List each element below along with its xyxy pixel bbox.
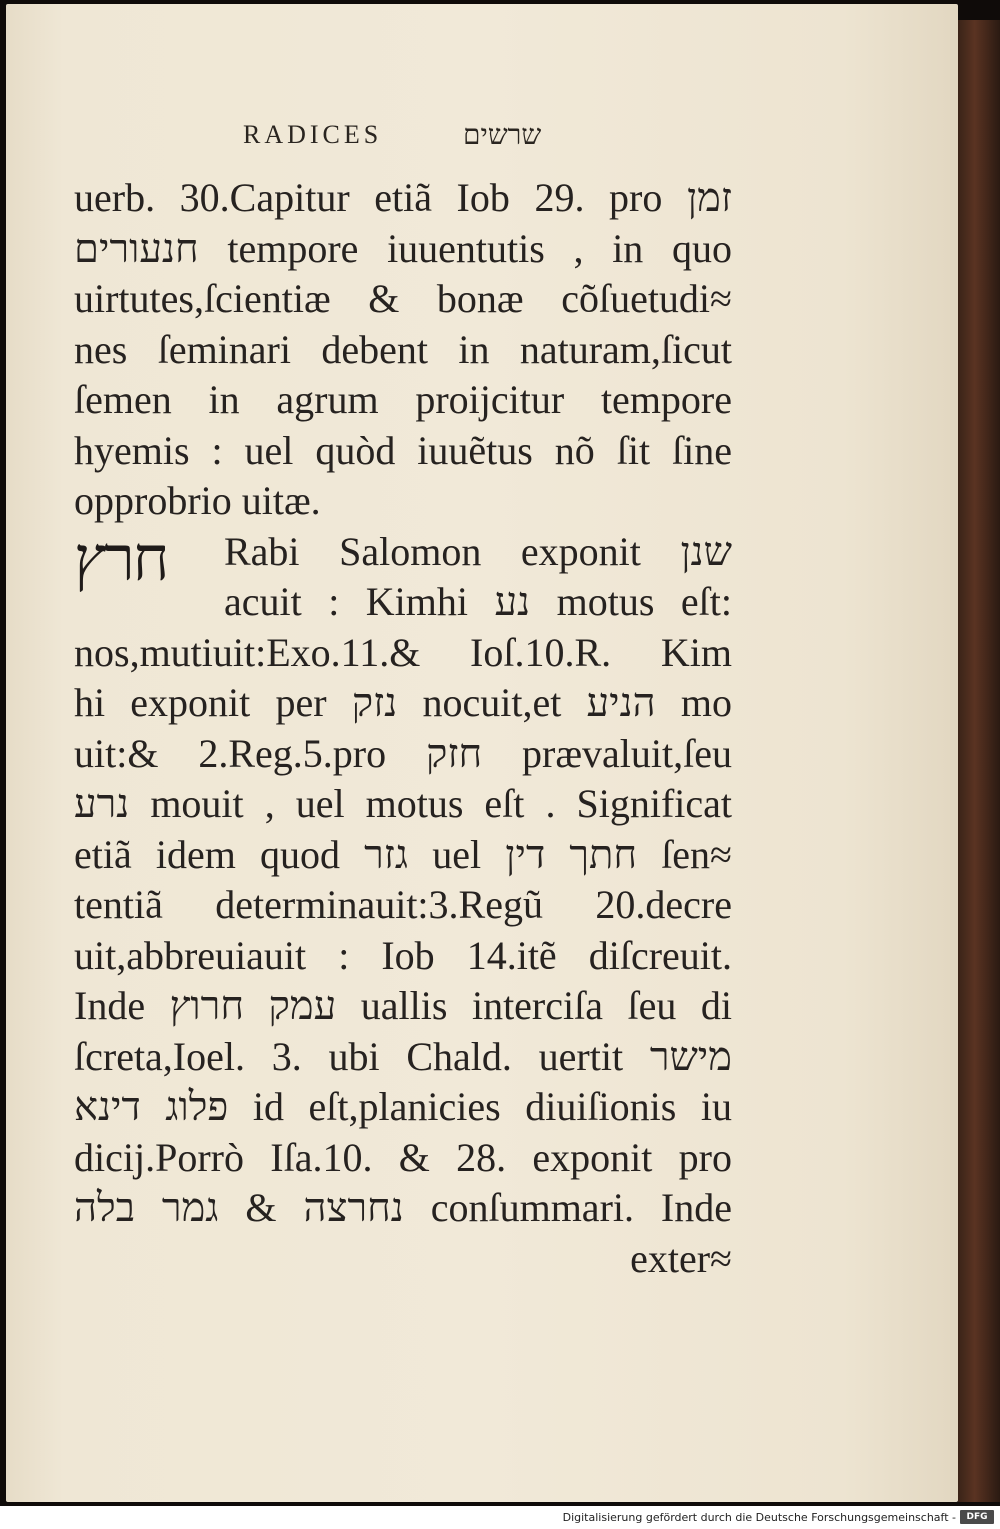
footer-credit: Digitalisierung gefördert durch die Deutsche Forschungsgemeinschaft - [562,1511,956,1524]
text-line: uirtutes,ſcientiæ & bonæ cõſuetudi≈ [74,276,732,321]
main-text-block [74,173,732,1284]
running-title-latin: RADICES [243,120,383,149]
catchword: exter≈ [630,1235,732,1281]
text-line: etiã idem quod גזר uel חתך דין ſen≈ [74,831,732,877]
text-line: hyemis : uel quòd iuuẽtus nõ ſit ſine [74,427,732,473]
text-line: uit:& 2.Reg.5.pro חזק prævaluit,ſeu [74,730,732,776]
text-line: opprobrio uitæ. [74,478,321,523]
text-line: nes ſeminari debent in naturam,ſicut [74,326,732,372]
digitization-footer [0,1506,1000,1529]
text-line: ſcreta,Ioel. 3. ubi Chald. uertit מישר [74,1033,732,1079]
book-edge [958,20,1000,1502]
text-line: nos,mutiuit:Exo.11.& Ioſ.10.R. Kim [74,629,732,675]
text-line: hi exponit per נזק nocuit,et הניע mo [74,680,732,725]
text-line: נחרצה & גמר בלה conſummari. Inde [74,1185,732,1230]
text-line: tentiã determinauit:3.Regũ 20.decre [74,882,732,927]
text-line: Inde עמק חרוץ uallis interciſa ſeu di [74,983,732,1028]
text-line: חנעורים tempore iuuentutis , in quo [74,225,732,271]
text-line: פלוג דינא id eſt,planicies diuiſionis iu [74,1084,732,1129]
text-line: נרע mouit , uel motus eſt . Significat [74,781,732,826]
hebrew-initial-word: חרץ [74,522,168,595]
text-line: dicij.Porrò Iſa.10. & 28. exponit pro [74,1134,732,1180]
text-line: uerb. 30.Capitur etiã Iob 29. pro זמן [74,175,732,220]
running-header [243,120,583,160]
text-line: ſemen in agrum proijcitur tempore [74,377,732,422]
dfg-logo: DFG [960,1510,994,1524]
text-line: Rabi Salomon exponit שנן [224,528,732,574]
text-line: uit,abbreuiauit : Iob 14.itẽ diſcreuit. [74,932,732,978]
text-line: acuit : Kimhi נע motus eſt: [224,579,732,624]
running-title-hebrew: שרשים [463,120,542,151]
